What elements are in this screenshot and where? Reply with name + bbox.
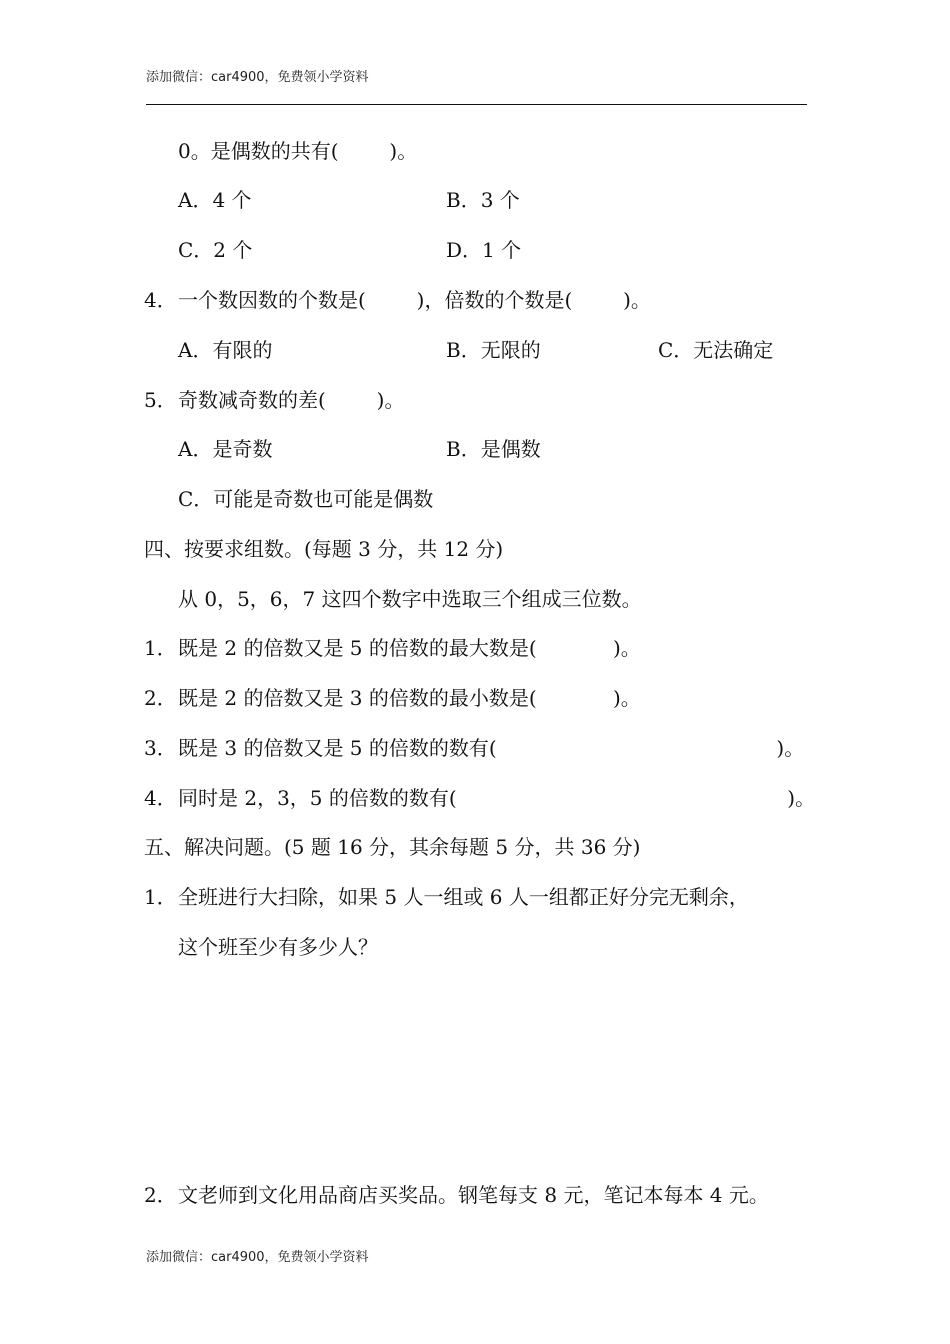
section4-intro: 从 0，5，6，7 这四个数字中选取三个组成三位数。 <box>178 587 642 611</box>
section4-question-4 <box>144 784 815 812</box>
q5-text: 奇数减奇数的差( )。 <box>178 388 405 412</box>
question-number: 4． <box>144 786 177 810</box>
question-text: 文老师到文化用品商店买奖品。钢笔每支 8 元，笔记本每本 4 元。 <box>178 1183 769 1207</box>
section5-question-1 <box>144 883 749 911</box>
page-header-text: 添加微信：car4900，免费领小学资料 <box>146 70 369 85</box>
question-text: 既是 2 的倍数又是 3 的倍数的最小数是( )。 <box>178 686 641 710</box>
question-number: 3． <box>144 736 177 760</box>
header-rule <box>146 104 807 105</box>
q5-option-a: A．是奇数 <box>178 437 273 461</box>
q5-question <box>144 386 404 414</box>
question-text: 全班进行大扫除，如果 5 人一组或 6 人一组都正好分完无剩余， <box>178 885 749 909</box>
q4-text: 一个数因数的个数是( )，倍数的个数是( )。 <box>178 288 651 312</box>
section4-question-3 <box>144 734 804 762</box>
q4-option-a: A．有限的 <box>178 338 273 362</box>
q4-question <box>144 286 651 314</box>
question-number: 1． <box>144 636 177 660</box>
question-number: 1． <box>144 885 177 909</box>
q3-option-a: A．4 个 <box>178 188 252 212</box>
q3-tail: 0。是偶数的共有( )。 <box>178 139 418 163</box>
section4-question-2 <box>144 684 641 712</box>
section5-title: 五、解决问题。(5 题 16 分，其余每题 5 分，共 36 分) <box>144 835 641 859</box>
page-footer-text: 添加微信：car4900，免费领小学资料 <box>146 1250 369 1265</box>
question-text: 既是 3 的倍数又是 5 的倍数的数有( )。 <box>178 736 805 760</box>
question-number: 2． <box>144 686 177 710</box>
question-text: 同时是 2，3，5 的倍数的数有( )。 <box>178 786 816 810</box>
q5-option-c: C．可能是奇数也可能是偶数 <box>178 487 434 511</box>
q4-option-b: B．无限的 <box>446 338 541 362</box>
section5-question-2 <box>144 1181 769 1209</box>
q5-number: 5． <box>144 388 177 412</box>
q3-option-b: B．3 个 <box>446 188 520 212</box>
section4-title: 四、按要求组数。(每题 3 分，共 12 分) <box>144 537 504 561</box>
q3-option-c: C．2 个 <box>178 238 253 262</box>
section5-question-1-continued: 这个班至少有多少人？ <box>178 935 378 959</box>
question-text: 既是 2 的倍数又是 5 的倍数的最大数是( )。 <box>178 636 641 660</box>
q4-number: 4． <box>144 288 177 312</box>
question-number: 2． <box>144 1183 177 1207</box>
q5-option-b: B．是偶数 <box>446 437 541 461</box>
section4-question-1 <box>144 634 641 662</box>
q3-option-d: D．1 个 <box>446 238 522 262</box>
q4-option-c: C．无法确定 <box>658 338 774 362</box>
